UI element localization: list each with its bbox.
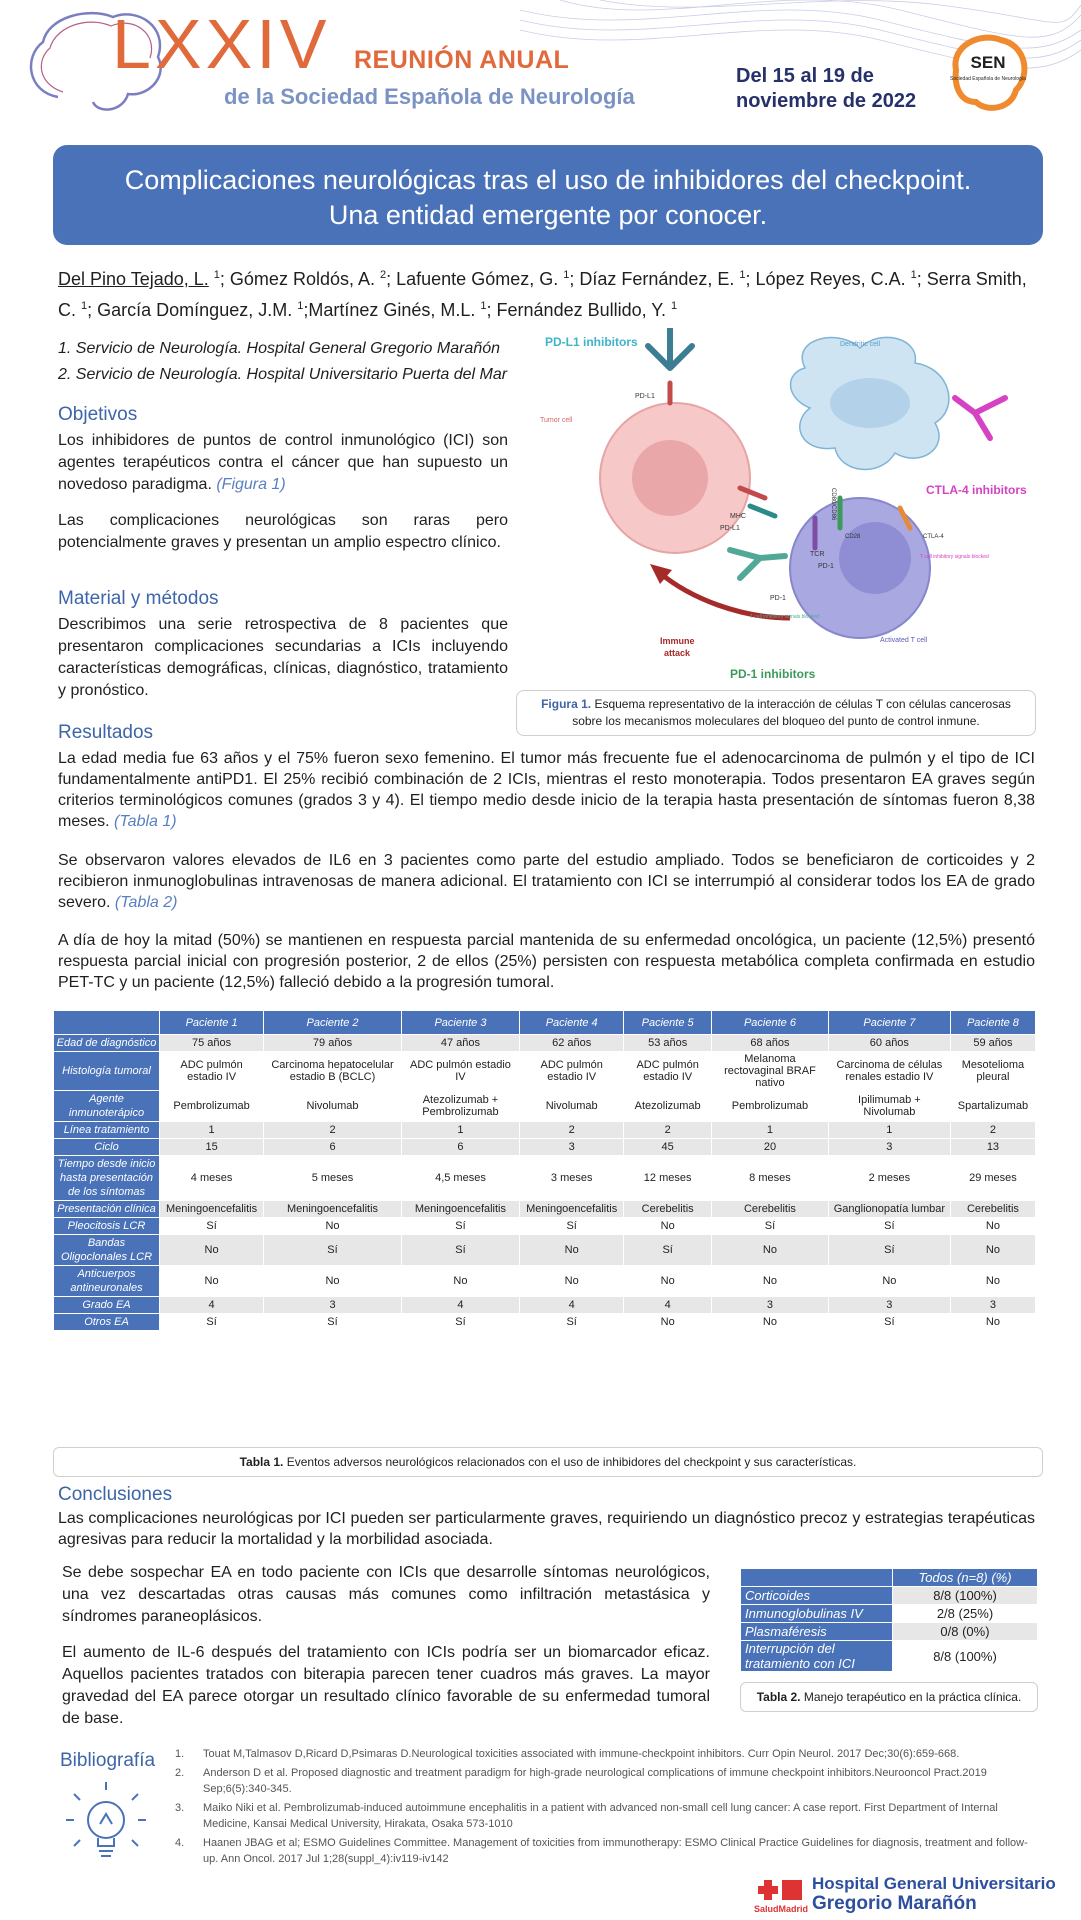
figure-caption-line-1: Esquema representativo de la interacción de células T con células cancerosas: [594, 697, 1011, 711]
table-1-cell: No: [160, 1235, 264, 1266]
hospital-name-line-1: Hospital General Universitario: [812, 1874, 1056, 1893]
label-tcell-inhibitory-1: T cell inhibitory signals blocked: [920, 554, 989, 560]
table-1-cell: No: [264, 1266, 402, 1297]
table-2-row-label: Interrupción del tratamiento con ICI: [741, 1641, 893, 1672]
label-tcell-inhibitory-2: T cell inhibitory signals blocked: [750, 614, 819, 620]
table-1-cell: Ipilimumab + Nivolumab: [828, 1091, 950, 1122]
table-1-cell: Sí: [401, 1314, 519, 1331]
bibliography-item: 2. Anderson D et al. Proposed diagnostic and treatment paradigm for high-grade neurological complications of immune checkpoint inhibitors.Neurooncol Pract.2019 Sep;6(5):340-345.: [175, 1767, 987, 1795]
table-1-row: [54, 1156, 1036, 1201]
table-1-cell: 1: [401, 1122, 519, 1139]
resultados-paragraph-2: [58, 850, 1035, 913]
table-1-cell: 47 años: [401, 1035, 519, 1052]
sen-logo: [946, 30, 1030, 114]
table-1-row-label: Agente inmunoterápico: [54, 1091, 160, 1122]
table-1-reference[interactable]: (Tabla 1): [114, 813, 177, 830]
pdl1-tcr-receptor: [750, 506, 775, 516]
table-1-cell: Sí: [828, 1235, 950, 1266]
table-2-row: [741, 1623, 1038, 1641]
pdl1-inhibitor-antibody: [648, 328, 692, 368]
table-1-cell: 1: [160, 1122, 264, 1139]
table-2-row-label: Corticoides: [741, 1587, 893, 1605]
conclusiones-paragraph-1: Las complicaciones neurológicas por ICI pueden ser particularmente graves, requiriendo un diagnóstico precoz y estrategias terapéuticas agresivas para reducir la mortalidad y la morbilidad asociada.: [58, 1510, 1035, 1548]
table-1-cell: Meningoencefalitis: [520, 1201, 624, 1218]
label-tumor-cell: Tumor cell: [540, 417, 573, 424]
table-1-row-label: Edad de diagnóstico: [54, 1035, 160, 1052]
table-1-cell: Cerebelitis: [624, 1201, 712, 1218]
label-immune: Immune: [660, 636, 695, 646]
dates-line-2: noviembre de 2022: [736, 90, 917, 112]
resultados-paragraph-3: A día de hoy la mitad (50%) se mantienen en respuesta parcial mantenida de su enfermedad oncológica, un paciente (12,5%) presentó respuesta parcial inicial con progresión posterior, 2 de ellos (25%) persisten con respuesta metabólica completa confirmada en estudio PET-TC y un paciente (12,5%) falleció debido a la progresión tumoral.: [58, 932, 1035, 991]
table-2-row: [741, 1605, 1038, 1623]
table-1-corner: [54, 1011, 160, 1035]
salud-madrid-text: SaludMadrid: [754, 1904, 809, 1914]
table-1-cell: 3: [828, 1139, 950, 1156]
table-2-row-label: Plasmaféresis: [741, 1623, 893, 1641]
table-1-cell: 29 meses: [950, 1156, 1035, 1201]
table-2-cell: 2/8 (25%): [893, 1605, 1038, 1623]
table-1-cell: Sí: [160, 1218, 264, 1235]
resultados-text-2: Se observaron valores elevados de IL6 en 3 pacientes como parte del estudio ampliado. Todos se beneficiaron de corticoides y 2 recibieron inmunoglobulinas intravenosas de manera adicional. El tratamiento con ICI se interrumpió al considerar todos los EA de grado severo.: [58, 852, 1035, 911]
table-1-cell: Carcinoma de células renales estadio IV: [828, 1052, 950, 1091]
table-1-cell: 1: [712, 1122, 829, 1139]
table-1-cell: Sí: [828, 1314, 950, 1331]
table-1-cell: 62 años: [520, 1035, 624, 1052]
table-1-cell: 60 años: [828, 1035, 950, 1052]
author: ; Fernández Bullido, Y.: [486, 300, 671, 320]
table-1-cell: 12 meses: [624, 1156, 712, 1201]
bibliography-list: [175, 1746, 1035, 1870]
table-1-header-row: [54, 1011, 1036, 1035]
table-1-cell: Nivolumab: [520, 1091, 624, 1122]
bibliografia-heading: Bibliografía: [60, 1750, 156, 1771]
table-1-header: Paciente 8: [950, 1011, 1035, 1035]
t-cell-nucleus: [839, 522, 911, 594]
tumor-nucleus: [632, 440, 708, 516]
table-1-cell: Melanoma rectovaginal BRAF nativo: [712, 1052, 829, 1091]
figure-caption-line-2: sobre los mecanismos moleculares del bloqueo del punto de control inmune.: [572, 714, 980, 728]
label-cd28: CD28: [845, 534, 861, 540]
table-1-header: Paciente 5: [624, 1011, 712, 1035]
ctla4-inhibitor-antibody: [955, 398, 1005, 438]
table-1-row: [54, 1091, 1036, 1122]
table-1-cell: No: [624, 1218, 712, 1235]
table-1-cell: 13: [950, 1139, 1035, 1156]
table-1-cell: 1: [828, 1122, 950, 1139]
figure-1-reference[interactable]: (Figura 1): [216, 476, 286, 493]
label-ctla4: CTLA-4: [923, 534, 944, 540]
table-1-row: [54, 1201, 1036, 1218]
table-1-cell: No: [950, 1314, 1035, 1331]
table-1-cell: 45: [624, 1139, 712, 1156]
objetivos-text-1: Los inhibidores de puntos de control inmunológico (ICI) son agentes terapéuticos contra el cáncer que han supuesto un novedoso paradigma.: [58, 432, 508, 493]
table-1-cell: 3: [828, 1297, 950, 1314]
author-sup: 2: [380, 269, 387, 281]
table-1-cell: Carcinoma hepatocelular estadio B (BCLC): [264, 1052, 402, 1091]
affiliations: [58, 336, 538, 388]
author-sup: 1: [563, 269, 570, 281]
table-1-cell: 3: [712, 1297, 829, 1314]
table-1-cell: 4: [160, 1297, 264, 1314]
bibliography-text: Maiko Niki et al. Pembrolizumab-induced autoimmune encephalitis in a patient with advanced non-small cell lung cancer: A case report. First Department of Internal Medicine, Kansai Medical University, Hirakata, Osaka 573-1010: [203, 1802, 998, 1830]
sen-logo-text: SEN: [970, 53, 1006, 72]
table-1-header: Paciente 2: [264, 1011, 402, 1035]
table-1-caption: [53, 1447, 1043, 1477]
table-1-row-label: Tiempo desde inicio hasta presentación de los síntomas: [54, 1156, 160, 1201]
table-1: [53, 1010, 1036, 1331]
table-1-row: [54, 1139, 1036, 1156]
label-pd1: PD-1: [818, 563, 834, 570]
label-pd1-inhibitors: PD-1 inhibitors: [730, 667, 816, 681]
pd1-inhibitor-antibody: [730, 550, 785, 578]
table-1-header: Paciente 3: [401, 1011, 519, 1035]
table-1-row-label: Bandas Oligoclonales LCR: [54, 1235, 160, 1266]
table-1-cell: Atezolizumab: [624, 1091, 712, 1122]
label-pdl1-2: PD-L1: [720, 525, 740, 532]
table-1-cell: Sí: [264, 1314, 402, 1331]
table-1-cell: ADC pulmón estadio IV: [624, 1052, 712, 1091]
author-sup: 1: [671, 300, 678, 312]
salud-madrid-logo: [756, 1876, 806, 1904]
table-1-header: Paciente 6: [712, 1011, 829, 1035]
table-2-cell: 8/8 (100%): [893, 1641, 1038, 1672]
table-1-cell: 4: [520, 1297, 624, 1314]
table-1-header: Paciente 7: [828, 1011, 950, 1035]
label-pd1-2: PD-1: [770, 595, 786, 602]
table-1-cell: No: [624, 1314, 712, 1331]
table-1-cell: No: [712, 1266, 829, 1297]
table-1-cell: 8 meses: [712, 1156, 829, 1201]
table-1-cell: No: [401, 1266, 519, 1297]
table-1-cell: 2 meses: [828, 1156, 950, 1201]
table-1-cell: Pembrolizumab: [160, 1091, 264, 1122]
resultados-heading: Resultados: [58, 722, 154, 743]
table-1-cell: 3 meses: [520, 1156, 624, 1201]
table-1-cell: 4 meses: [160, 1156, 264, 1201]
table-1-cell: Atezolizumab + Pembrolizumab: [401, 1091, 519, 1122]
table-1-cell: 6: [264, 1139, 402, 1156]
table-1-caption-label: Tabla 1.: [239, 1455, 284, 1469]
table-1-cell: No: [520, 1235, 624, 1266]
label-cd80: CD80/CD86: [830, 488, 836, 521]
table-1-row-label: Anticuerpos antineuronales: [54, 1266, 160, 1297]
author: ; López Reyes, C.A.: [745, 269, 911, 289]
table-1-cell: 15: [160, 1139, 264, 1156]
table-2-reference[interactable]: (Tabla 2): [114, 894, 178, 911]
table-1-cell: Cerebelitis: [712, 1201, 829, 1218]
table-1-cell: Meningoencefalitis: [401, 1201, 519, 1218]
hospital-name-line-2: Gregorio Marañón: [812, 1893, 977, 1914]
table-1-cell: No: [712, 1314, 829, 1331]
table-1-row: [54, 1266, 1036, 1297]
edition-roman-numeral: LXXIV: [112, 5, 331, 83]
table-1-cell: No: [950, 1235, 1035, 1266]
table-1-cell: Cerebelitis: [950, 1201, 1035, 1218]
author-sup: 1: [910, 269, 917, 281]
dendritic-nucleus: [830, 378, 910, 428]
table-1-cell: 68 años: [712, 1035, 829, 1052]
table-1-cell: Sí: [401, 1235, 519, 1266]
table-1-row-label: Ciclo: [54, 1139, 160, 1156]
table-1-row: [54, 1297, 1036, 1314]
title-line-2: Una entidad emergente por conocer.: [328, 200, 768, 230]
table-1-row: [54, 1235, 1036, 1266]
table-1-caption-text: Eventos adversos neurológicos relacionados con el uso de inhibidores del checkpoint y sus características.: [286, 1455, 857, 1469]
author-sup: 1: [480, 300, 487, 312]
table-1-cell: No: [712, 1235, 829, 1266]
table-1-cell: 3: [264, 1297, 402, 1314]
author: ;Martínez Ginés, M.L.: [303, 300, 481, 320]
label-tcr: TCR: [810, 551, 825, 558]
table-1-row: [54, 1052, 1036, 1091]
poster-title: [53, 145, 1043, 245]
conclusiones-paragraph-3: El aumento de IL-6 después del tratamiento con ICIs podría ser un biomarcador eficaz. Aquellos pacientes tratados con biterapia parecen tener cuadros más graves. La mayor gravedad del EA parece otorgar un resultado clínico favorable de su enfermedad tumoral de base.: [62, 1644, 710, 1727]
resultados-text-1: La edad media fue 63 años y el 75% fueron sexo femenino. El tumor más frecuente fue el adenocarcinoma de pulmón y el tipo de ICI fundamentalmente antiPD1. El 25% recibió combinación de 2 ICIs, mientras el resto monoterapia. Todos presentaron EA graves según criterios terminológicos comunes (grados 3 y 4). El tiempo medio desde inicio de la terapia hasta presentación de síntomas fueron 8,38 meses.: [58, 750, 1035, 830]
table-1-cell: 20: [712, 1139, 829, 1156]
table-1-row-label: Línea tratamiento: [54, 1122, 160, 1139]
table-2-cell: 0/8 (0%): [893, 1623, 1038, 1641]
label-dendritic-cell: Dendritic cell: [840, 341, 881, 348]
table-1-cell: 2: [950, 1122, 1035, 1139]
table-2-caption-text: Manejo terapéutico en la práctica clínica.: [803, 1690, 1022, 1704]
conclusiones-heading: Conclusiones: [58, 1484, 173, 1505]
dates-line-1: Del 15 al 19 de: [736, 65, 874, 87]
author-sup: 1: [739, 269, 746, 281]
table-1-row: [54, 1314, 1036, 1331]
table-1-cell: Sí: [160, 1314, 264, 1331]
table-1-cell: 2: [624, 1122, 712, 1139]
table-1-body: [54, 1035, 1036, 1331]
table-1-cell: 79 años: [264, 1035, 402, 1052]
label-ctla4-inhibitors: CTLA-4 inhibitors: [926, 483, 1027, 497]
table-1-cell: ADC pulmón estadio IV: [160, 1052, 264, 1091]
table-1-cell: Meningoencefalitis: [160, 1201, 264, 1218]
table-1-cell: ADC pulmón estadio IV: [520, 1052, 624, 1091]
table-1-cell: No: [160, 1266, 264, 1297]
label-pdl1: PD-L1: [635, 393, 655, 400]
main-author: Del Pino Tejado, L.: [58, 269, 209, 289]
table-1-cell: 6: [401, 1139, 519, 1156]
checkpoint-figure: [540, 328, 1050, 688]
table-1-row: [54, 1122, 1036, 1139]
table-1-cell: 53 años: [624, 1035, 712, 1052]
table-1-cell: 4,5 meses: [401, 1156, 519, 1201]
table-1-cell: Sí: [401, 1218, 519, 1235]
author: ; Lafuente Gómez, G.: [386, 269, 564, 289]
table-1-row-label: Presentación clínica: [54, 1201, 160, 1218]
table-1-cell: 75 años: [160, 1035, 264, 1052]
hospital-name: [812, 1874, 1056, 1914]
table-1-cell: No: [828, 1266, 950, 1297]
table-1-cell: ADC pulmón estadio IV: [401, 1052, 519, 1091]
table-1-cell: No: [950, 1266, 1035, 1297]
affiliation-2: 2. Servicio de Neurología. Hospital Universitario Puerta del Mar: [58, 366, 508, 383]
affiliation-1: 1. Servicio de Neurología. Hospital General Gregorio Marañón: [58, 340, 501, 357]
author: ; Gómez Roldós, A.: [219, 269, 380, 289]
bibliography-text: Haanen JBAG et al; ESMO Guidelines Committee. Management of toxicities from immunotherapy: ESMO Clinical Practice Guidelines for diagnosis, treatment and follow-up. Ann Oncol. 2017 Jul 1;28(suppl_4):iv119-iv142: [203, 1837, 1028, 1865]
title-line-1: Complicaciones neurológicas tras el uso de inhibidores del checkpoint.: [124, 165, 972, 195]
sen-logo-subtext: Sociedad Española de Neurología: [950, 76, 1026, 82]
table-1-cell: 5 meses: [264, 1156, 402, 1201]
table-2-caption-label: Tabla 2.: [756, 1690, 801, 1704]
table-2-header: Todos (n=8) (%): [893, 1569, 1038, 1587]
resultados-paragraph-1: [58, 748, 1035, 832]
author-sup: 1: [213, 269, 220, 281]
author-list: [58, 262, 1048, 324]
table-2-caption: [740, 1682, 1038, 1712]
author-sup: 1: [81, 300, 88, 312]
table-1-cell: No: [950, 1218, 1035, 1235]
table-1-cell: Sí: [520, 1218, 624, 1235]
author-sup: 1: [297, 300, 304, 312]
objetivos-paragraph-2: Las complicaciones neurológicas son raras pero potencialmente graves y presentan un amplio espectro clínico.: [58, 512, 508, 551]
bibliography-item: 4. Haanen JBAG et al; ESMO Guidelines Committee. Management of toxicities from immunotherapy: ESMO Clinical Practice Guidelines for diagnosis, treatment and follow-up. Ann Oncol. 2017 Jul 1;28(suppl_4):iv119-iv142: [175, 1837, 1028, 1865]
event-dates: [736, 64, 916, 114]
label-activated-tcell: Activated T cell: [880, 637, 928, 644]
table-1-cell: No: [624, 1266, 712, 1297]
bibliography-item: 3. Maiko Niki et al. Pembrolizumab-induced autoimmune encephalitis in a patient with advanced non-small cell lung cancer: A case report. First Department of Internal Medicine, Kansai Medical University, Hirakata, Osaka 573-1010: [175, 1802, 998, 1830]
table-1-cell: Meningoencefalitis: [264, 1201, 402, 1218]
table-1-cell: Sí: [712, 1218, 829, 1235]
table-1-cell: Pembrolizumab: [712, 1091, 829, 1122]
metodos-heading: Material y métodos: [58, 588, 219, 609]
meeting-title: REUNIÓN ANUAL: [354, 46, 570, 74]
conclusiones-paragraph-2: Se debe sospechar EA en todo paciente con ICIs que desarrolle síntomas neurológicos, una vez descartadas otras causas más comunes como infiltración metastásica y síndromes paraneoplásicos.: [62, 1564, 710, 1625]
table-1-row: [54, 1035, 1036, 1052]
table-1-cell: 4: [624, 1297, 712, 1314]
table-1-cell: 2: [264, 1122, 402, 1139]
table-1-cell: 59 años: [950, 1035, 1035, 1052]
author: ; Serra Smith, C.: [58, 269, 1027, 320]
figure-caption-label: Figura 1.: [541, 697, 592, 711]
table-1-cell: Mesotelioma pleural: [950, 1052, 1035, 1091]
label-attack: attack: [664, 648, 691, 658]
label-pdl1-inhibitors: PD-L1 inhibitors: [545, 335, 638, 349]
poster-header: [0, 0, 1081, 120]
table-1-row-label: Grado EA: [54, 1297, 160, 1314]
objetivos-heading: Objetivos: [58, 404, 138, 425]
table-1-cell: Sí: [264, 1235, 402, 1266]
bibliography-text: Anderson D et al. Proposed diagnostic and treatment paradigm for high-grade neurological complications of immune checkpoint inhibitors.Neurooncol Pract.2019 Sep;6(5):340-345.: [203, 1767, 987, 1795]
table-1-header: Paciente 4: [520, 1011, 624, 1035]
table-1-cell: Nivolumab: [264, 1091, 402, 1122]
society-name: de la Sociedad Española de Neurología: [224, 84, 635, 109]
table-1-cell: 2: [520, 1122, 624, 1139]
table-1-cell: 3: [950, 1297, 1035, 1314]
table-1-cell: No: [264, 1218, 402, 1235]
label-mhc: MHC: [730, 513, 746, 520]
table-1-row: [54, 1218, 1036, 1235]
table-2-cell: 8/8 (100%): [893, 1587, 1038, 1605]
table-1-row-label: Pleocitosis LCR: [54, 1218, 160, 1235]
table-1-cell: No: [520, 1266, 624, 1297]
table-1-cell: 4: [401, 1297, 519, 1314]
table-1-cell: Sí: [624, 1235, 712, 1266]
table-2-header-row: [741, 1569, 1038, 1587]
table-2-row-label: Inmunoglobulinas IV: [741, 1605, 893, 1623]
figure-1-caption: [516, 690, 1036, 736]
table-1-cell: Sí: [520, 1314, 624, 1331]
table-1-cell: 3: [520, 1139, 624, 1156]
objetivos-paragraph-1: [58, 430, 508, 496]
table-1-row-label: Histología tumoral: [54, 1052, 160, 1091]
table-1-cell: Ganglionopatía lumbar: [828, 1201, 950, 1218]
table-2-row: [741, 1587, 1038, 1605]
table-1-row-label: Otros EA: [54, 1314, 160, 1331]
table-1-header: Paciente 1: [160, 1011, 264, 1035]
author: ; Díaz Fernández, E.: [569, 269, 740, 289]
table-2: [740, 1568, 1038, 1672]
table-2-corner: [741, 1569, 893, 1587]
table-1-cell: Spartalizumab: [950, 1091, 1035, 1122]
author: ; García Domínguez, J.M.: [87, 300, 298, 320]
lightbulb-icon: [66, 1782, 146, 1872]
bibliography-text: Touat M,Talmasov D,Ricard D,Psimaras D.Neurological toxicities associated with immune-checkpoint inhibitors. Curr Opin Neurol. 2017 Dec;30(6):659-668.: [203, 1748, 960, 1760]
table-1-cell: Sí: [828, 1218, 950, 1235]
metodos-paragraph: Describimos una serie retrospectiva de 8 pacientes que presentaron complicaciones secundarias a ICIs incluyendo características demográficas, clínicas, diagnóstico, tratamiento y pronóstico.: [58, 616, 508, 699]
bibliography-item: 1. Touat M,Talmasov D,Ricard D,Psimaras D.Neurological toxicities associated with immune-checkpoint inhibitors. Curr Opin Neurol. 2017 Dec;30(6):659-668.: [175, 1748, 960, 1760]
table-2-row: [741, 1641, 1038, 1672]
